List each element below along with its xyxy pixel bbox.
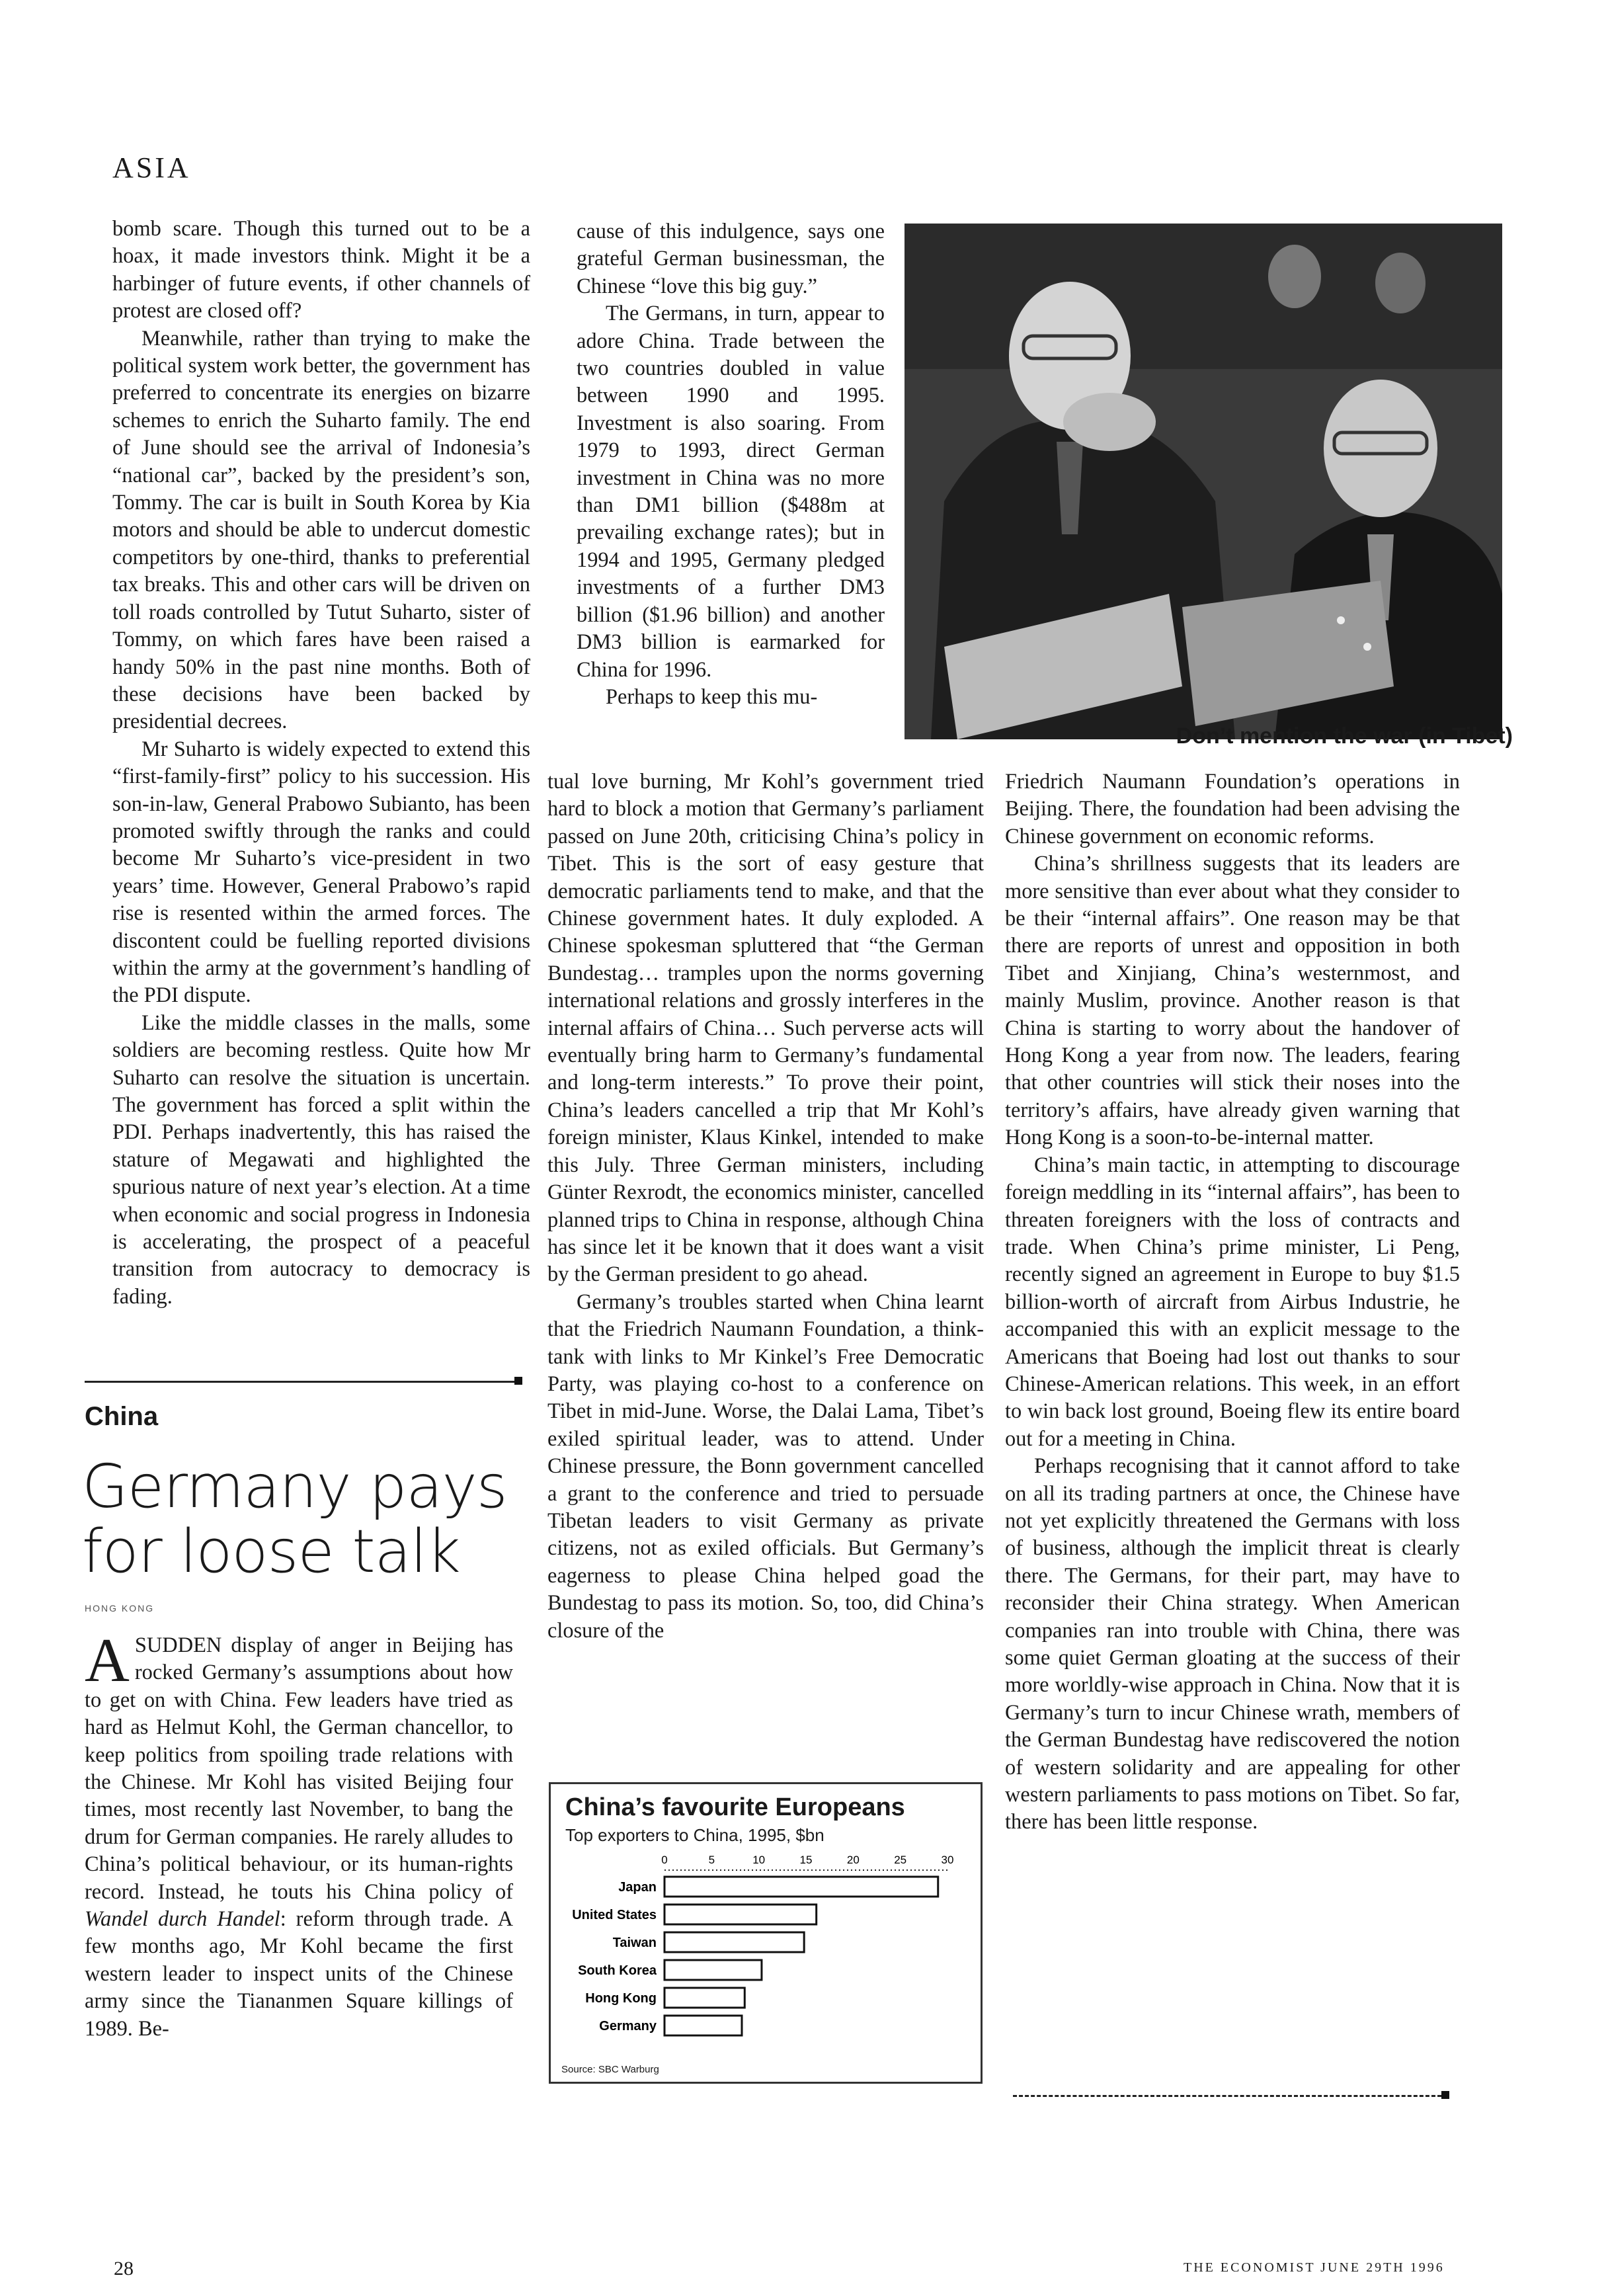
chart-bar — [664, 1877, 938, 1897]
chart-source: Source: SBC Warburg — [561, 2064, 659, 2075]
section-heading: ASIA — [112, 151, 191, 184]
headline: Germany pays for loose talk — [82, 1452, 507, 1586]
paragraph: The Germans, in turn, appear to adore China. Trade between the two countries doubled in value between 1990 and 1995. Investment is also soaring. From 1979 to 1993, direct German investment in China was no more than DM1 billion ($488m at prevailing exchange rates); but in 1994 and 1995, Germany pledged investments of a further DM3 billion ($1.96 billion) and another DM3 billion is earmarked for China for 1996. — [577, 302, 885, 682]
chart-subtitle: Top exporters to China, 1995, $bn — [565, 1825, 824, 1845]
chart-tick-label: 0 — [661, 1854, 668, 1866]
chart-tick-label: 25 — [894, 1854, 907, 1866]
paragraph: bomb scare. Though this turned out to be a hoax, it made investors think. Might it be a harbinger of future events, if other channels of protest are closed off? — [112, 217, 530, 323]
paragraph: Germany’s troubles started when China learnt that the Friedrich Naumann Foundation, a think-tank with links to Mr Kinkel’s Free Democratic Party, was playing co-host to a conference on Tibet in mid-June. Worse, the Dalai Lama, Tibet’s exiled spiritual leader, was to attend. Under Chinese pressure, the Bonn government cancelled a grant to the conference and tried to persuade Tibetan leaders to visit Germany as private citizens, not as exiled officials. But Germany’s eagerness to please China helped goad the Bundestag to pass its motion. So, too, did China’s closure of the — [547, 1290, 984, 1643]
paragraph: cause of this indulgence, says one grateful German businessman, the Chinese “love this big guy.” — [577, 220, 885, 298]
paragraph: Perhaps to keep this mu- — [606, 684, 818, 709]
paragraph: Meanwhile, rather than trying to make the political system work better, the government has preferred to concentrate its energies on bizarre schemes to enrich the Suharto family. The end of June should see the arrival of Indonesia’s “national car”, backed by the president’s son, Tommy. The car is built in South Korea by Kia motors and should be able to undercut domestic competitors by one-third, thanks to preferential tax breaks. This and other cars will be driven on toll roads controlled by Tutut Suharto, sister of Tommy, on which fares have been raised a handy 50% in the past nine months. Both of these decisions have been backed by presidential decrees. — [112, 326, 530, 734]
lead-text-end: : reform through trade. A few months ago, Mr Kohl became the first western leader to inspect units of the Chinese army since the Tiananmen Square killings of 1989. Be- — [85, 1907, 513, 2041]
chart-tick-label: 15 — [799, 1854, 813, 1866]
dateline: HONG KONG — [85, 1603, 155, 1614]
column-2-bottom — [547, 768, 984, 1645]
page-number: 28 — [114, 2258, 134, 2279]
chart-title: China’s favourite Europeans — [565, 1793, 905, 1821]
photo-image — [904, 224, 1502, 739]
paragraph: China’s main tactic, in attempting to discourage foreign meddling in its “internal affairs”, has been to threaten foreigners with the loss of contracts and trade. When China’s prime minister, Li Peng, recently signed an agreement in Europe to buy $1.5 billion-worth of aircraft from Airbus Industrie, he accompanied this with an explicit message to the Americans that Boeing had lost out thanks to sour Chinese-American relations. This week, in an effort to win back lost ground, Boeing flew its entire board out for a meeting in China. — [1005, 1153, 1460, 1451]
chart-category-label: Hong Kong — [585, 1991, 657, 2006]
lead-paragraph — [85, 1626, 513, 2043]
paragraph: tual love burning, Mr Kohl’s government tried hard to block a motion that Germany’s parliament passed on June 20th, criticising China’s policy in Tibet. This is the sort of easy gesture that democratic parliaments tend to make, and that the Chinese government hates. It duly exploded. A Chinese spokesman spluttered that “the German Bundestag… tramples upon the norms governing international relations and grossly interferes in the internal affairs of China… Such perverse acts will eventually bring harm to Germany’s fundamental and long-term interests.” To prove their point, China’s leaders cancelled a trip that Mr Kohl’s foreign minister, Klaus Kinkel, intended to make this July. Three German ministers, including Günter Rexrodt, the economics minister, cancelled planned trips to China in response, although China has since let it be known that it does want a visit by the German president to go ahead. — [547, 770, 984, 1287]
end-rule-col1 — [85, 1381, 514, 1383]
chart-category-label: Japan — [618, 1880, 657, 1895]
chart-tick-label: 5 — [708, 1854, 715, 1866]
article-category: China — [85, 1402, 159, 1431]
chart-category-label: Taiwan — [612, 1936, 657, 1950]
photo-caption: Don’t mention the war (in Tibet) — [1176, 723, 1513, 749]
column-2-top — [577, 218, 885, 711]
chart-bar — [664, 1960, 762, 1980]
paragraph: Like the middle classes in the malls, some soldiers are becoming restless. Quite how Mr Suharto can resolve the situation is uncertain. The government has forced a split within the PDI. Perhaps inadvertently, this has raised the stature of Megawati and highlighted the spurious nature of next year’s election. At a time when economic and social progress in Indonesia is accelerating, the prospect of a peaceful transition from autocracy to democracy is fading. — [112, 1010, 530, 1309]
end-rule-col3 — [1013, 2095, 1441, 2097]
chart-category-label: United States — [572, 1908, 657, 1922]
folio: THE ECONOMIST JUNE 29TH 1996 — [1184, 2260, 1445, 2275]
news-photo — [904, 224, 1502, 739]
chart-bar — [664, 1932, 804, 1952]
lead-text: display of anger in Beijing has rocked Germany’s assumptions about how to get on with China. Few leaders have tried as hard as Helmut Kohl, the German chancellor, to keep politics from spoiling trade relations with the Chinese. Mr Kohl has visited Beijing four times, most recently last November, to bang the drum for German companies. He rarely alludes to China’s political behaviour, or its human-rights record. Instead, he touts his China policy of — [85, 1633, 513, 1904]
end-mark-col1 — [514, 1377, 522, 1385]
lead-italic: Wandel durch Handel — [85, 1907, 280, 1932]
chart-category-label: South Korea — [578, 1963, 657, 1978]
paragraph: China’s shrillness suggests that its leaders are more sensitive than ever about what they consider to be their “internal affairs”. One reason may be that there are reports of unrest and opposition in both Tibet and Xinjiang, China’s westernmost, and mainly Muslim, province. Another reason is that China is starting to worry about the handover of Hong Kong a year from now. The leaders, fearing that other countries will stick their noses into the territory’s affairs, have already given warning that Hong Kong is a soon-to-be-internal matter. — [1005, 852, 1460, 1150]
paragraph: Friedrich Naumann Foundation’s operations in Beijing. There, the foundation had been advising the Chinese government on economic reforms. — [1005, 770, 1460, 848]
bar-chart — [549, 1782, 983, 2084]
chart-bar — [664, 2016, 742, 2035]
end-mark-col3 — [1441, 2091, 1449, 2099]
chart-tick-label: 30 — [941, 1854, 954, 1866]
column-3 — [1005, 768, 1460, 1836]
column-1 — [112, 216, 530, 1311]
drop-cap: A — [85, 1626, 130, 1695]
paragraph: Perhaps recognising that it cannot afford to take on all its trading partners at once, the Chinese have not yet explicitly threatened the Germans with loss of business, although the implicit threat is clearly there. The Germans, for their part, may have to reconsider their China strategy. When American companies ran into trouble with China, there was some quiet German gloating at the success of their more worldly-wise approach in China. Now that it is Germany’s turn to incur Chinese wrath, members of the German Bundestag have rediscovered the notion of western solidarity and are appealing for other western parliaments to pass motions on Tibet. So far, there has been little response. — [1005, 1454, 1460, 1834]
lead-first-word: SUDDEN — [134, 1633, 222, 1657]
paragraph: Mr Suharto is widely expected to extend this “first-family-first” policy to his succession. His son-in-law, General Prabowo Subianto, has been promoted swiftly through the ranks and could become Mr Suharto’s vice-president in two years’ time. However, General Prabowo’s rapid rise is resented within the armed forces. The discontent could be fuelling reported divisions within the army at the government’s handling of the PDI dispute. — [112, 737, 530, 1008]
chart-tick-label: 10 — [752, 1854, 766, 1866]
chart-bar — [664, 1988, 744, 2008]
chart-plot — [551, 1850, 981, 2069]
chart-tick-label: 20 — [846, 1854, 860, 1866]
chart-bar — [664, 1905, 817, 1924]
chart-category-label: Germany — [599, 2019, 657, 2033]
